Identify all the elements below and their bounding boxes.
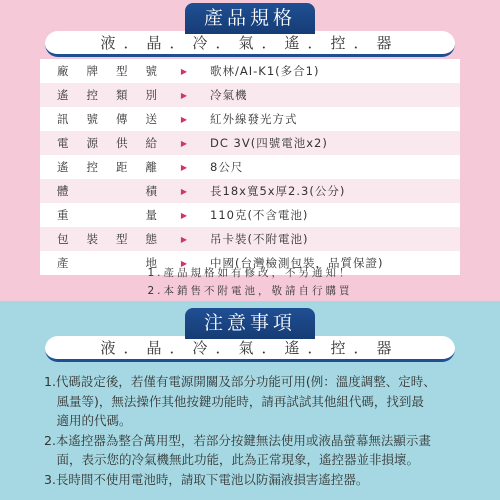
spec-value: 110克(不含電池) — [210, 208, 309, 222]
caution-subtitle: 液．晶．冷．氣．遙．控．器 — [45, 336, 455, 362]
spec-value: 冷氣機 — [210, 88, 248, 102]
spec-row — [40, 179, 460, 203]
arrow-right-icon: ▶ — [180, 258, 188, 268]
caution-line: 風量等)，無法操作其他按鍵功能時，請再試試其他組代碼，找到最 — [44, 393, 424, 409]
spec-label: 遙控類別 — [57, 88, 158, 102]
spec-value: 中國(台灣檢測包裝，品質保證) — [210, 256, 384, 270]
arrow-right-icon: ▶ — [180, 234, 188, 244]
spec-value: 8公尺 — [210, 160, 244, 174]
spec-note: 1.產品規格如有修改，不另通知！ — [147, 267, 353, 279]
arrow-right-icon: ▶ — [180, 138, 188, 148]
spec-row — [40, 59, 460, 83]
spec-label: 廠牌型號 — [57, 64, 158, 78]
caution-line: 2.本遙控器為整合萬用型，若部分按鍵無法使用或液晶螢幕無法顯示畫 — [44, 432, 431, 448]
caution-line: 面，表示您的冷氣機無此功能，此為正常現象，遙控器並非損壞。 — [44, 452, 420, 468]
spec-label: 重量 — [57, 208, 158, 222]
spec-label: 訊號傳送 — [57, 112, 158, 126]
caution-title: 注意事項 — [185, 308, 315, 339]
spec-row — [40, 83, 460, 107]
spec-value: 紅外線發光方式 — [210, 112, 298, 126]
caution-line: 1.代碼設定後，若僅有電源開關及部分功能可用(例：溫度調整、定時、 — [44, 374, 436, 389]
spec-row — [40, 227, 460, 251]
spec-row — [40, 107, 460, 131]
spec-value: 長18x寬5x厚2.3(公分) — [210, 184, 346, 198]
caution-line: 3.長時間不使用電池時，請取下電池以防漏液損害遙控器。 — [44, 471, 369, 487]
spec-label: 包裝型態 — [57, 232, 158, 246]
caution-line: 適用的代碼。 — [44, 413, 132, 429]
spec-label: 產地 — [57, 256, 158, 270]
arrow-right-icon: ▶ — [180, 90, 188, 100]
arrow-right-icon: ▶ — [180, 66, 188, 76]
arrow-right-icon: ▶ — [180, 162, 188, 172]
spec-value: 吊卡裝(不附電池) — [210, 232, 309, 246]
spec-value: 歌林/AI-K1(多合1) — [210, 64, 320, 78]
spec-label: 體積 — [57, 184, 158, 198]
arrow-right-icon: ▶ — [180, 114, 188, 124]
spec-title: 產品規格 — [185, 3, 315, 34]
spec-row — [40, 131, 460, 155]
arrow-right-icon: ▶ — [180, 186, 188, 196]
spec-label: 遙控距離 — [57, 160, 158, 174]
arrow-right-icon: ▶ — [180, 210, 188, 220]
spec-value: DC 3V(四號電池x2) — [210, 136, 328, 150]
spec-subtitle: 液．晶．冷．氣．遙．控．器 — [45, 31, 455, 57]
spec-label: 電源供給 — [57, 136, 158, 150]
caution-list — [44, 372, 464, 490]
spec-row — [40, 155, 460, 179]
spec-row — [40, 203, 460, 227]
spec-note: 2.本銷售不附電池，敬請自行購買 — [147, 285, 353, 297]
spec-table — [40, 59, 460, 275]
